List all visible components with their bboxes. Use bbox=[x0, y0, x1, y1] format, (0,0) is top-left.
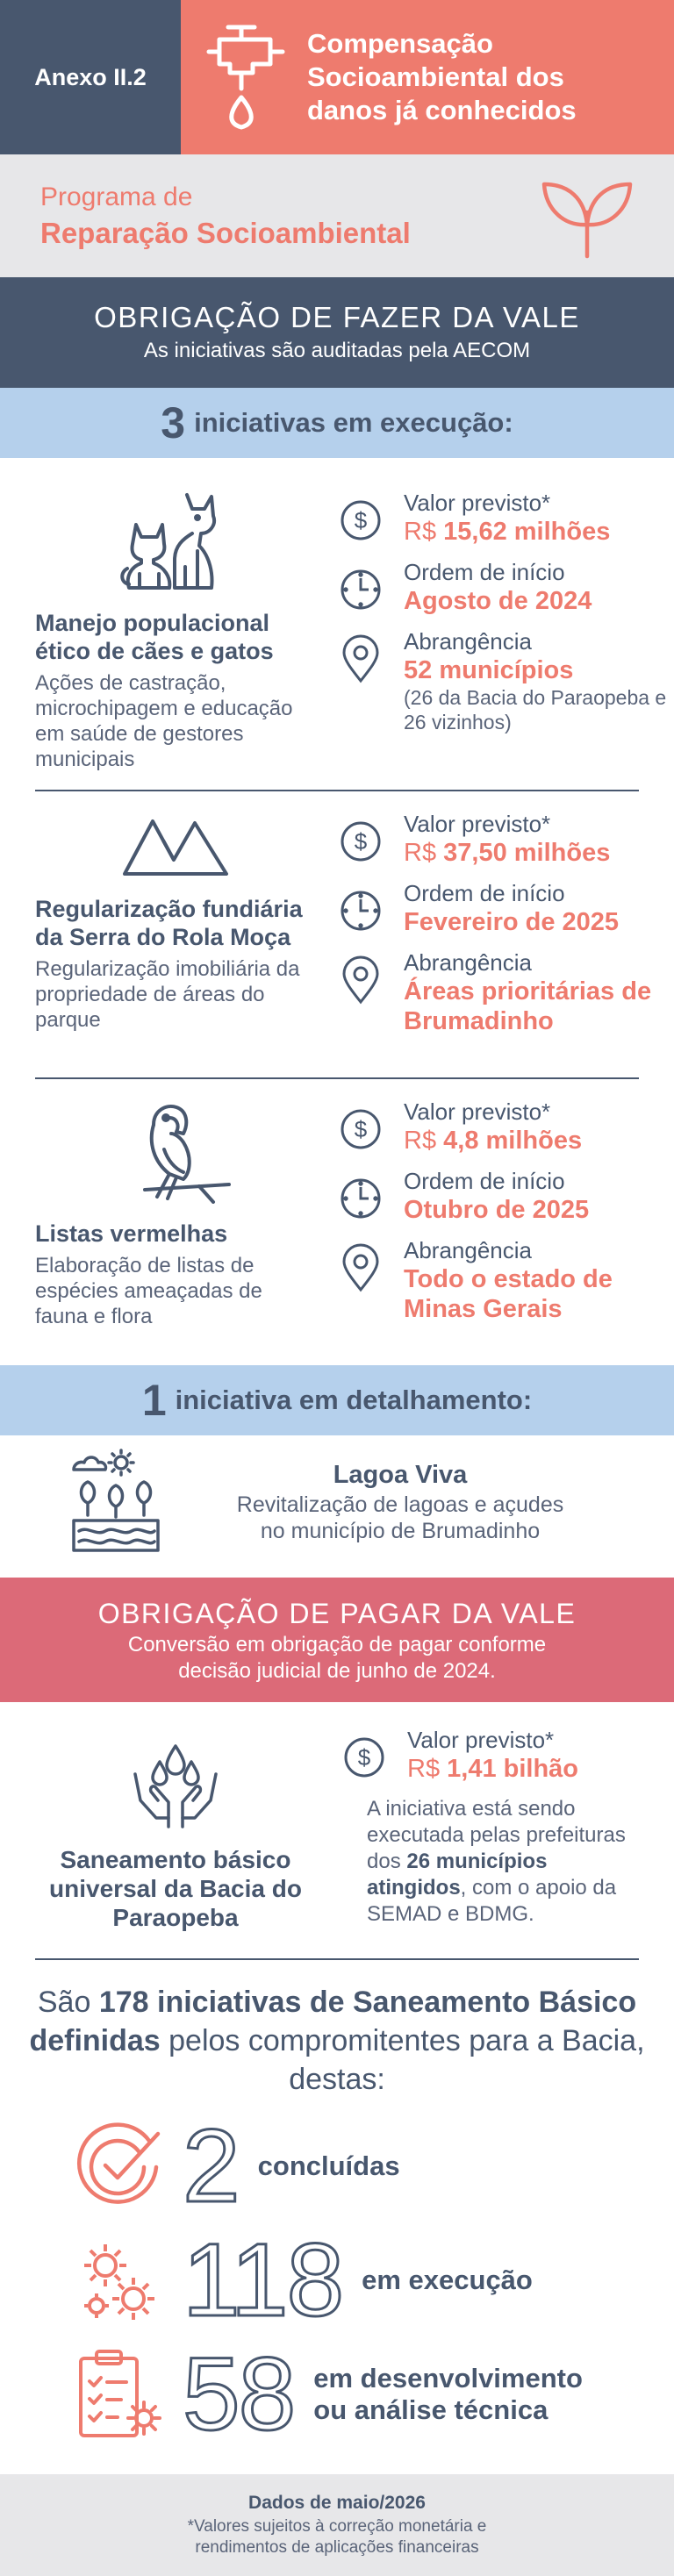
header-title-line: danos já conhecidos bbox=[307, 95, 577, 125]
obligation-do-banner bbox=[0, 277, 674, 388]
detail-text bbox=[161, 1458, 639, 1544]
detail-description: no município de Brumadinho bbox=[260, 1519, 541, 1543]
amount: 1,41 bilhão bbox=[447, 1755, 579, 1783]
program-title-line: Reparação Socioambiental bbox=[40, 217, 411, 249]
header-title-area bbox=[181, 0, 674, 154]
start-date: Fevereiro de 2025 bbox=[404, 908, 620, 936]
scope-value: Áreas prioritárias de Brumadinho bbox=[404, 977, 652, 1035]
parrot-icon bbox=[118, 1098, 233, 1204]
sanitation-text: , com o apoio da SEMAD e BDMG. bbox=[367, 1876, 617, 1926]
currency: R$ bbox=[404, 839, 437, 867]
stat-value bbox=[342, 1727, 639, 1784]
start-date: Otubro de 2025 bbox=[404, 1196, 590, 1224]
count-number: 2 bbox=[183, 2108, 239, 2224]
dollar-coin-icon bbox=[339, 816, 383, 867]
sanitation-info bbox=[35, 1727, 316, 1958]
program-banner bbox=[0, 154, 674, 277]
map-pin-icon bbox=[339, 633, 383, 684]
stat-label: Valor previsto* bbox=[404, 811, 551, 837]
check-badge-icon bbox=[70, 2118, 167, 2215]
obligation-do-subtitle: As iniciativas são auditadas pela AECOM bbox=[143, 339, 531, 362]
count-in-execution bbox=[0, 2223, 674, 2337]
header-title bbox=[307, 27, 577, 127]
count-label-line: ou análise técnica bbox=[313, 2394, 549, 2425]
count-label bbox=[313, 2363, 583, 2426]
start-date: Agosto de 2024 bbox=[404, 587, 592, 615]
obligation-pay-subtitle: decisão judicial de junho de 2024. bbox=[178, 1659, 496, 1683]
amount: 4,8 milhões bbox=[443, 1127, 583, 1155]
sanitation-description bbox=[342, 1796, 639, 1928]
detail-title: Lagoa Viva bbox=[333, 1461, 468, 1489]
scope-note: (26 da Bacia do Paraopeba e 26 vizinhos) bbox=[404, 686, 667, 733]
sanitation-name: Saneamento básico universal da Bacia do Paraopeba bbox=[49, 1846, 302, 1931]
header-title-line: Socioambiental dos bbox=[307, 61, 564, 92]
stat-amount bbox=[404, 838, 610, 868]
svg-text:$: $ bbox=[357, 1744, 371, 1771]
detail-band bbox=[0, 1365, 674, 1435]
initiative-stats bbox=[316, 490, 674, 790]
initiative-info bbox=[35, 1098, 316, 1365]
sanitation-initiative bbox=[0, 1702, 674, 1958]
annex-label: Anexo II.2 bbox=[0, 0, 181, 154]
execution-label: iniciativas em execução: bbox=[194, 407, 513, 438]
svg-text:$: $ bbox=[354, 507, 368, 533]
sanitation-text: A iniciativa está sendo executada pelas prefeituras dos bbox=[367, 1797, 626, 1873]
initiative-name: Regularização fundiária da Serra do Rola Moça bbox=[35, 896, 303, 950]
count-number: 58 bbox=[183, 2336, 295, 2452]
count-in-development bbox=[0, 2337, 674, 2451]
stat-label: Ordem de início bbox=[404, 1168, 565, 1194]
clock-icon bbox=[339, 885, 383, 936]
stat-label: Abrangência bbox=[404, 628, 532, 655]
stat-label: Valor previsto* bbox=[404, 1098, 551, 1125]
faucet-icon bbox=[202, 20, 290, 134]
stat-label: Abrangência bbox=[404, 1237, 532, 1263]
stat-amount bbox=[404, 517, 610, 547]
mountains-icon bbox=[121, 811, 230, 877]
program-title-line: Programa de bbox=[40, 182, 193, 211]
initiative-stats bbox=[316, 1098, 674, 1365]
initiative-card bbox=[0, 458, 674, 790]
count-number: 118 bbox=[183, 2222, 343, 2338]
footer-note: *Valores sujeitos à correção monetária e bbox=[187, 2517, 487, 2536]
stat-amount bbox=[404, 1126, 582, 1156]
dollar-coin-icon bbox=[342, 1732, 386, 1783]
header-title-line: Compensação bbox=[307, 28, 493, 59]
summary-part: São bbox=[37, 1986, 99, 2019]
initiative-description: Elaboração de listas de espécies ameaçadas de fauna e flora bbox=[35, 1254, 262, 1328]
stat-label: Ordem de início bbox=[404, 880, 565, 906]
stat-scope bbox=[339, 949, 674, 1036]
stat-start bbox=[339, 559, 674, 616]
initiative-card bbox=[0, 791, 674, 1077]
obligation-do-title: OBRIGAÇÃO DE FAZER DA VALE bbox=[94, 301, 580, 333]
dollar-coin-icon bbox=[339, 1104, 383, 1155]
initiative-info bbox=[35, 490, 316, 790]
stat-value bbox=[339, 1098, 674, 1156]
stat-value bbox=[339, 490, 674, 547]
initiative-name: Manejo populacional ético de cães e gatos bbox=[35, 610, 274, 664]
summary-bold: 178 iniciativas de Saneamento Básico definidas bbox=[29, 1986, 637, 2057]
hands-water-icon bbox=[130, 1739, 221, 1830]
program-title bbox=[40, 180, 411, 252]
stat-label: Abrangência bbox=[404, 949, 532, 976]
count-label: concluídas bbox=[257, 2150, 400, 2181]
initiative-name: Listas vermelhas bbox=[35, 1220, 228, 1247]
amount: 37,50 milhões bbox=[443, 839, 611, 867]
obligation-pay-banner bbox=[0, 1578, 674, 1702]
footer-date: Dados de maio/2026 bbox=[248, 2493, 426, 2513]
count-label: em execução bbox=[362, 2265, 533, 2295]
stat-label: Valor previsto* bbox=[404, 490, 551, 516]
sprout-icon bbox=[539, 172, 635, 260]
lake-trees-icon bbox=[70, 1447, 161, 1556]
svg-text:$: $ bbox=[354, 1116, 368, 1142]
initiative-description: Ações de castração, microchipagem e educação em saúde de gestores municipais bbox=[35, 671, 293, 771]
footer-note: rendimentos de aplicações financeiras bbox=[195, 2538, 479, 2557]
execution-count: 3 bbox=[161, 398, 186, 447]
stat-start bbox=[339, 880, 674, 937]
summary-part: pelos compromitentes para a Bacia, destas: bbox=[160, 2024, 645, 2096]
dollar-coin-icon bbox=[339, 495, 383, 546]
execution-band bbox=[0, 388, 674, 458]
sanitation-stats bbox=[316, 1727, 639, 1958]
count-concluded bbox=[0, 2109, 674, 2223]
detail-band-label: iniciativa em detalhamento: bbox=[175, 1385, 533, 1415]
gears-icon bbox=[70, 2232, 167, 2329]
svg-text:$: $ bbox=[354, 828, 368, 855]
detail-description: Revitalização de lagoas e açudes bbox=[236, 1492, 564, 1517]
obligation-pay-title: OBRIGAÇÃO DE PAGAR DA VALE bbox=[97, 1598, 577, 1629]
initiative-description: Regularização imobiliária da propriedade de áreas do parque bbox=[35, 957, 300, 1032]
currency: R$ bbox=[407, 1755, 441, 1783]
currency: R$ bbox=[404, 518, 437, 546]
map-pin-icon bbox=[339, 1242, 383, 1293]
map-pin-icon bbox=[339, 955, 383, 1005]
count-label-line: em desenvolvimento bbox=[313, 2363, 583, 2394]
scope-value: 52 municípios bbox=[404, 656, 574, 684]
stat-value bbox=[339, 811, 674, 868]
clock-icon bbox=[339, 564, 383, 615]
scope-value: Todo o estado de Minas Gerais bbox=[404, 1265, 613, 1323]
stat-scope bbox=[339, 628, 674, 734]
sanitation-text-bold: 26 municípios atingidos bbox=[367, 1850, 548, 1900]
detail-count: 1 bbox=[141, 1376, 167, 1425]
summary-text bbox=[0, 1960, 674, 2109]
stat-amount bbox=[407, 1754, 578, 1784]
stat-start bbox=[339, 1168, 674, 1225]
amount: 15,62 milhões bbox=[443, 518, 611, 546]
stat-label: Ordem de início bbox=[404, 559, 565, 585]
footer bbox=[0, 2474, 674, 2576]
currency: R$ bbox=[404, 1127, 437, 1155]
stat-label: Valor previsto* bbox=[407, 1727, 555, 1753]
header bbox=[0, 0, 674, 154]
detail-initiative bbox=[0, 1435, 674, 1567]
stat-scope bbox=[339, 1237, 674, 1324]
initiative-stats bbox=[316, 811, 674, 1077]
clipboard-gear-icon bbox=[70, 2346, 167, 2443]
initiative-card bbox=[0, 1079, 674, 1365]
dog-cat-icon bbox=[118, 490, 233, 593]
obligation-pay-subtitle: Conversão em obrigação de pagar conforme bbox=[127, 1633, 547, 1657]
initiative-info bbox=[35, 811, 316, 1077]
clock-icon bbox=[339, 1173, 383, 1224]
